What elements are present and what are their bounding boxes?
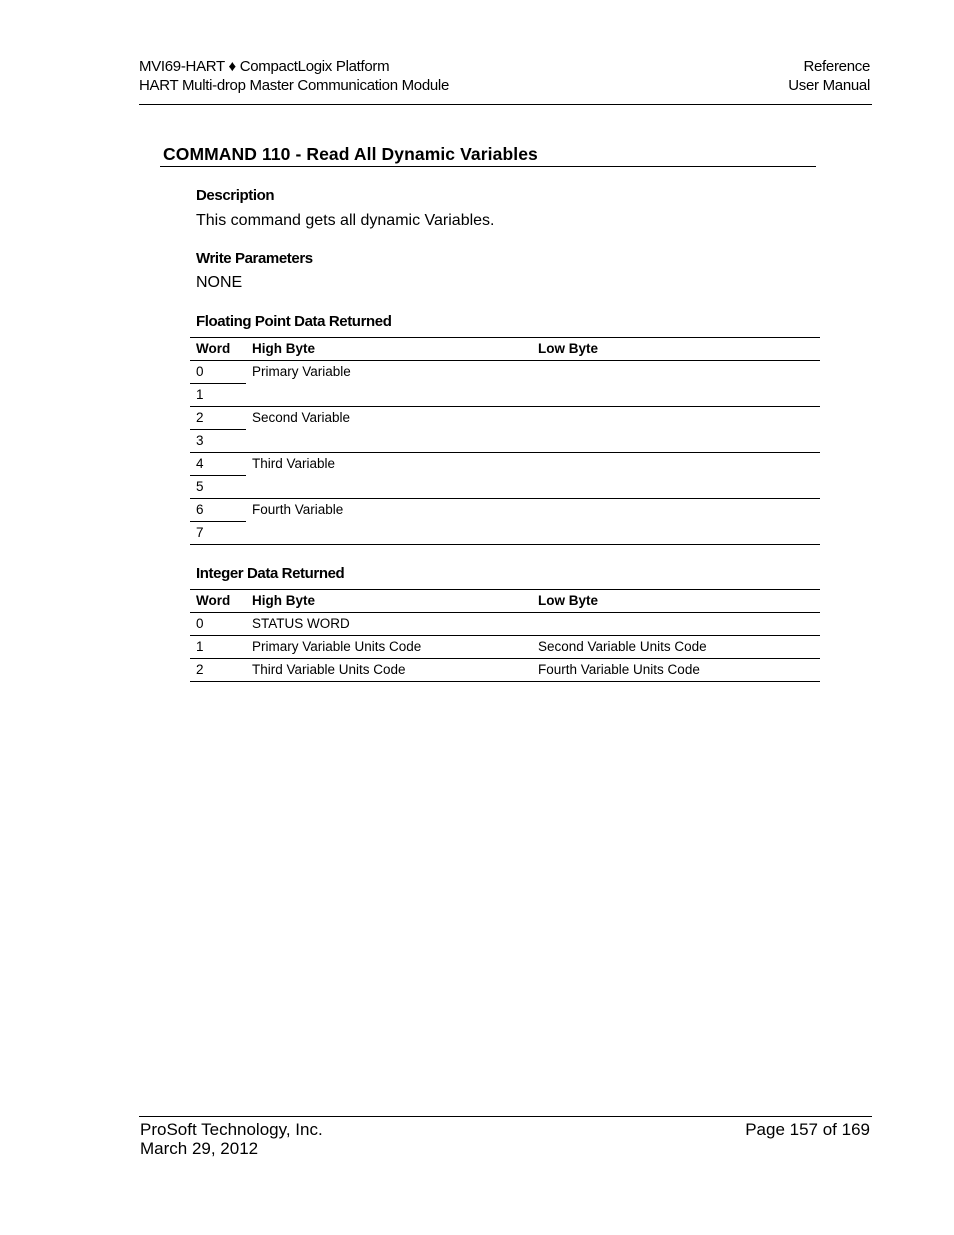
footer-date: March 29, 2012 <box>140 1139 259 1158</box>
word-cell: 7 <box>190 522 246 545</box>
column-header-high-byte: High Byte <box>246 338 532 361</box>
float-table-heading: Floating Point Data Returned <box>196 313 392 330</box>
footer-left <box>140 1120 323 1158</box>
column-header-low-byte: Low Byte <box>532 590 820 613</box>
description-text: This command gets all dynamic Variables. <box>196 212 495 229</box>
variable-cell: Third Variable <box>246 453 820 499</box>
word-cell: 6 <box>190 499 246 522</box>
word-cell: 0 <box>190 361 246 384</box>
header-section: Reference <box>803 58 870 75</box>
write-params-text: NONE <box>196 274 243 291</box>
header-left <box>139 57 449 95</box>
column-header-word: Word <box>190 338 246 361</box>
word-cell: 3 <box>190 430 246 453</box>
word-cell: 2 <box>190 659 246 682</box>
word-cell: 5 <box>190 476 246 499</box>
high-byte-cell: STATUS WORD <box>246 613 532 636</box>
column-header-word: Word <box>190 590 246 613</box>
high-byte-cell: Primary Variable Units Code <box>246 636 532 659</box>
description-heading: Description <box>196 187 275 204</box>
table-row <box>190 636 820 659</box>
word-cell: 1 <box>190 636 246 659</box>
column-header-low-byte: Low Byte <box>532 338 820 361</box>
footer-company: ProSoft Technology, Inc. <box>140 1120 323 1139</box>
table-header-row <box>190 590 820 613</box>
integer-data-table <box>190 589 820 682</box>
word-cell: 0 <box>190 613 246 636</box>
footer-divider <box>139 1116 872 1117</box>
footer-page-number: Page 157 of 169 <box>745 1120 870 1139</box>
variable-cell: Fourth Variable <box>246 499 820 545</box>
low-byte-cell <box>532 613 820 636</box>
header-divider <box>139 104 872 105</box>
header-product: MVI69-HART ♦ CompactLogix Platform <box>139 58 390 75</box>
column-header-high-byte: High Byte <box>246 590 532 613</box>
table-header-row <box>190 338 820 361</box>
word-cell: 1 <box>190 384 246 407</box>
variable-cell: Second Variable <box>246 407 820 453</box>
table-row <box>190 407 820 430</box>
low-byte-cell: Second Variable Units Code <box>532 636 820 659</box>
table-row <box>190 361 820 384</box>
word-cell: 2 <box>190 407 246 430</box>
table-row <box>190 613 820 636</box>
write-params-heading: Write Parameters <box>196 250 313 267</box>
float-data-table <box>190 337 820 545</box>
table-row <box>190 453 820 476</box>
table-row <box>190 499 820 522</box>
header-right <box>788 57 870 95</box>
section-title: COMMAND 110 - Read All Dynamic Variables <box>163 144 538 164</box>
high-byte-cell: Third Variable Units Code <box>246 659 532 682</box>
table-row <box>190 659 820 682</box>
title-divider <box>160 166 816 167</box>
header-doc-type: User Manual <box>788 77 870 94</box>
word-cell: 4 <box>190 453 246 476</box>
low-byte-cell: Fourth Variable Units Code <box>532 659 820 682</box>
int-table-heading: Integer Data Returned <box>196 565 345 582</box>
variable-cell: Primary Variable <box>246 361 820 407</box>
header-module: HART Multi-drop Master Communication Module <box>139 77 449 94</box>
